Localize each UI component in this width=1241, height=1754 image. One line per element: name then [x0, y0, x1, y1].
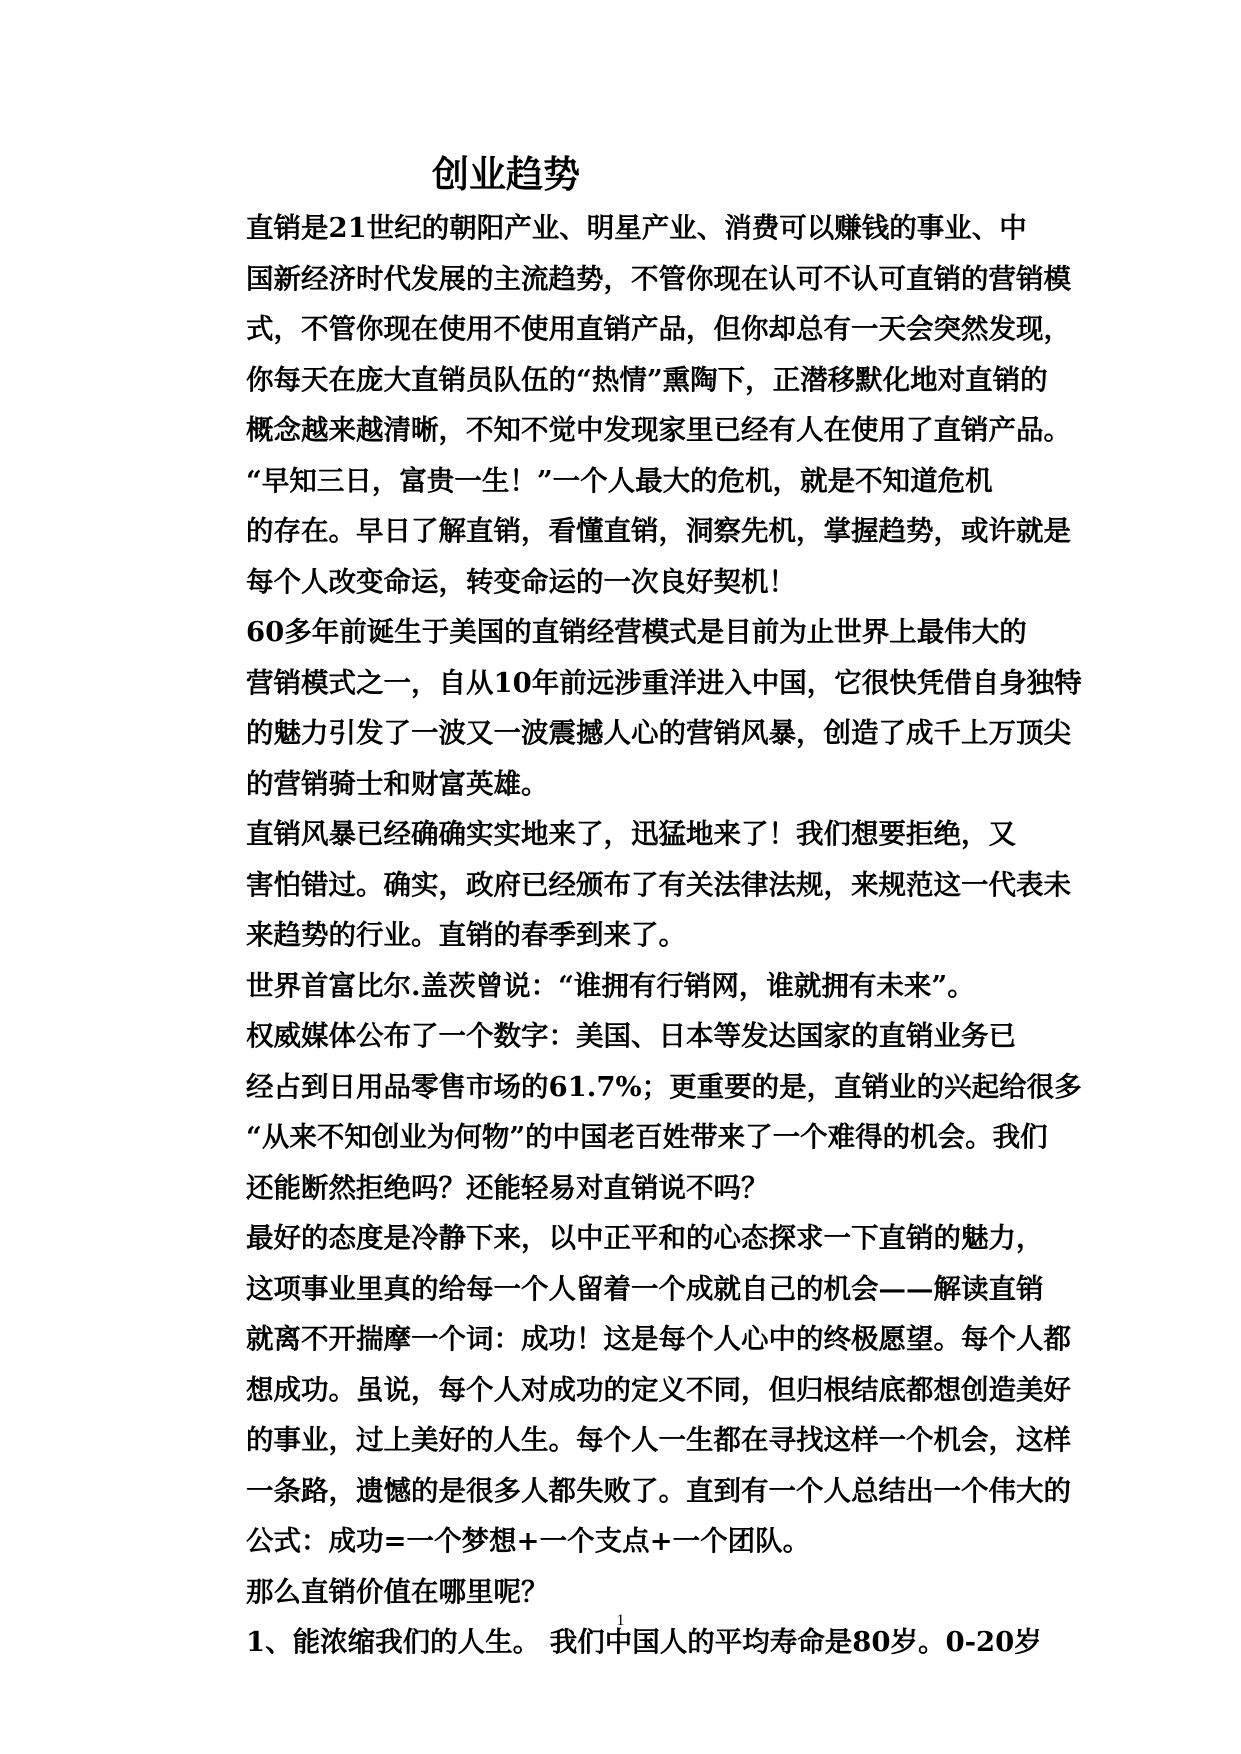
text-line: 世界首富比尔.盖茨曾说：“谁拥有行销网，谁就拥有未来”。 — [246, 969, 975, 1002]
text-line: 直销是21世纪的朝阳产业、明星产业、消费可以赚钱的事业、中 — [246, 212, 1027, 244]
text-line: 60多年前诞生于美国的直销经营模式是目前为止世界上最伟大的 — [246, 616, 1027, 648]
text-line: 式，不管你现在使用不使用直销产品，但你却总有一天会突然发现， — [246, 313, 1071, 345]
text-line: 来趋势的行业。直销的春季到来了。 — [246, 919, 686, 951]
text-line: 还能断然拒绝吗？还能轻易对直销说不吗？ — [246, 1171, 769, 1204]
text-line: 权威媒体公布了一个数字：美国、日本等发达国家的直销业务已 — [246, 1020, 1016, 1052]
text-line: 国新经济时代发展的主流趋势，不管你现在认可不认可直销的营销模 — [246, 262, 1071, 295]
paragraph — [188, 961, 1068, 1012]
text-line: 营销模式之一，自从10年前远涉重洋进入中国，它很快凭借自身独特 — [246, 666, 1082, 699]
text-line: 那么直销价值在哪里呢？ — [246, 1575, 549, 1608]
text-line: 每个人改变命运，转变命运的一次良好契机！ — [246, 565, 796, 598]
text-line: 你每天在庞大直销员队伍的“热情”熏陶下，正潜移默化地对直销的 — [246, 363, 1048, 396]
paragraph — [188, 456, 1071, 608]
text-line: 想成功。虽说，每个人对成功的定义不同，但归根结底都想创造美好 — [246, 1373, 1071, 1406]
text-line: 就离不开揣摩一个词：成功！这是每个人心中的终极愿望。每个人都 — [246, 1323, 1071, 1355]
paragraph — [188, 607, 1082, 809]
text-line: 公式：成功=一个梦想+一个支点+一个团队。 — [246, 1525, 811, 1557]
paragraph — [188, 1011, 1082, 1213]
text-line: 的营销骑士和财富英雄。 — [246, 767, 549, 800]
text-line: 的魅力引发了一波又一波震撼人心的营销风暴，创造了成千上万顶尖 — [246, 717, 1071, 749]
text-line: 概念越来越清晰，不知不觉中发现家里已经有人在使用了直销产品。 — [246, 414, 1071, 446]
text-line: 害怕错过。确实，政府已经颁布了有关法律法规，来规范这一代表未 — [246, 868, 1071, 901]
paragraph — [188, 203, 1071, 456]
text-line: 经占到日用品零售市场的61.7%；更重要的是，直销业的兴起给很多 — [246, 1070, 1082, 1103]
text-line: “从来不知创业为何物”的中国老百姓带来了一个难得的机会。我们 — [246, 1121, 1048, 1153]
paragraph — [188, 1567, 1068, 1618]
text-line: 一条路，遗憾的是很多人都失败了。直到有一个人总结出一个伟大的 — [246, 1474, 1071, 1507]
document-body — [188, 203, 1082, 1668]
text-line: 这项事业里真的给每一个人留着一个成就自己的机会——解读直销 — [246, 1272, 1044, 1305]
text-line: 的事业，过上美好的人生。每个人一生都在寻找这样一个机会，这样 — [246, 1424, 1071, 1456]
text-line: 的存在。早日了解直销，看懂直销，洞察先机，掌握趋势，或许就是 — [246, 515, 1071, 547]
page-number: 1 — [616, 1612, 625, 1629]
text-line: 1、能浓缩我们的人生。 我们中国人的平均寿命是80岁。0-20岁 — [246, 1626, 1042, 1658]
paragraph — [188, 809, 1071, 961]
text-line: “早知三日，富贵一生！”一个人最大的危机，就是不知道危机 — [246, 464, 993, 497]
paragraph — [188, 1213, 1071, 1567]
text-line: 直销风暴已经确确实实地来了，迅猛地来了！我们想要拒绝，又 — [246, 818, 1016, 850]
text-line: 最好的态度是冷静下来，以中正平和的心态探求一下直销的魅力， — [246, 1222, 1044, 1254]
document-title: 创业趋势 — [432, 152, 580, 196]
